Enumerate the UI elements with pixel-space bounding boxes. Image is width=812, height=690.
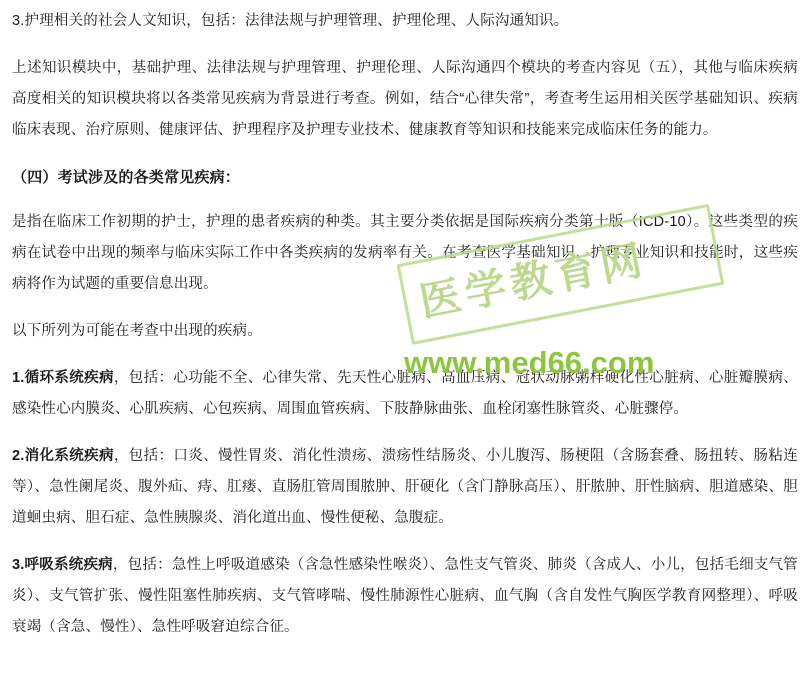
disease-body-circulatory: ，包括：心功能不全、心律失常、先天性心脏病、高血压病、冠状动脉粥样硬化性心脏病、心脏瓣膜病、感染性心内膜炎、心肌疾病、心包疾病、周围血管疾病、下肢静脉曲张、血栓闭塞性脉管炎、心脏骤停。: [12, 370, 798, 417]
paragraph-list-intro: 以下所列为可能在考查中出现的疾病。: [12, 323, 262, 339]
disease-body-digestive: ，包括：口炎、慢性胃炎、消化性溃疡、溃疡性结肠炎、小儿腹泻、肠梗阻（含肠套叠、肠扭转、肠粘连等）、急性阑尾炎、腹外疝、痔、肛瘘、直肠肛管周围脓肿、肝硬化（含门静脉高压）、肝脓肿、肝性脑病、胆道感染、胆道蛔虫病、胆石症、急性胰腺炎、消化道出血、慢性便秘、急腹症。: [12, 448, 798, 526]
paragraph-disease-intro: 是指在临床工作初期的护士，护理的患者疾病的种类。其主要分类依据是国际疾病分类第十版（ICD-10）。这些类型的疾病在试卷中出现的频率与临床实际工作中各类疾病的发病率有关。在考查医学基础知识、护理专业知识和技能时，这些疾病将作为试题的重要信息出现。: [12, 214, 798, 292]
heading-section-four: （四）考试涉及的各类常见疾病：: [12, 169, 241, 186]
disease-label-respiratory: 3.呼吸系统疾病: [12, 557, 113, 573]
disease-item-circulatory: [12, 363, 798, 425]
watermark-brand-text: 医学教育网: [415, 235, 651, 327]
paragraph-modules-overview: 上述知识模块中，基础护理、法律法规与护理管理、护理伦理、人际沟通四个模块的考查内容见（五），其他与临床疾病高度相关的知识模块将以各类常见疾病为背景进行考查。例如，结合“心律失常”，考查考生运用相关医学基础知识、疾病临床表现、治疗原则、健康评估、护理程序及护理专业技术、健康教育等知识和技能来完成临床任务的能力。: [12, 60, 798, 138]
watermark-url-text: www.med66.com: [404, 345, 655, 380]
disease-label-circulatory: 1.循环系统疾病: [12, 370, 114, 386]
disease-item-respiratory: [12, 550, 798, 643]
paragraph-social-humanities: 3.护理相关的社会人文知识，包括：法律法规与护理管理、护理伦理、人际沟通知识。: [12, 13, 569, 29]
disease-item-digestive: [12, 441, 798, 534]
disease-label-digestive: 2.消化系统疾病: [12, 448, 114, 464]
disease-body-respiratory: ，包括：急性上呼吸道感染（含急性感染性喉炎）、急性支气管炎、肺炎（含成人、小儿，包括毛细支气管炎）、支气管扩张、慢性阻塞性肺疾病、支气管哮喘、慢性肺源性心脏病、血气胸（含自发性气胸医学教育网整理）、呼吸衰竭（含急、慢性）、急性呼吸窘迫综合征。: [12, 557, 798, 635]
